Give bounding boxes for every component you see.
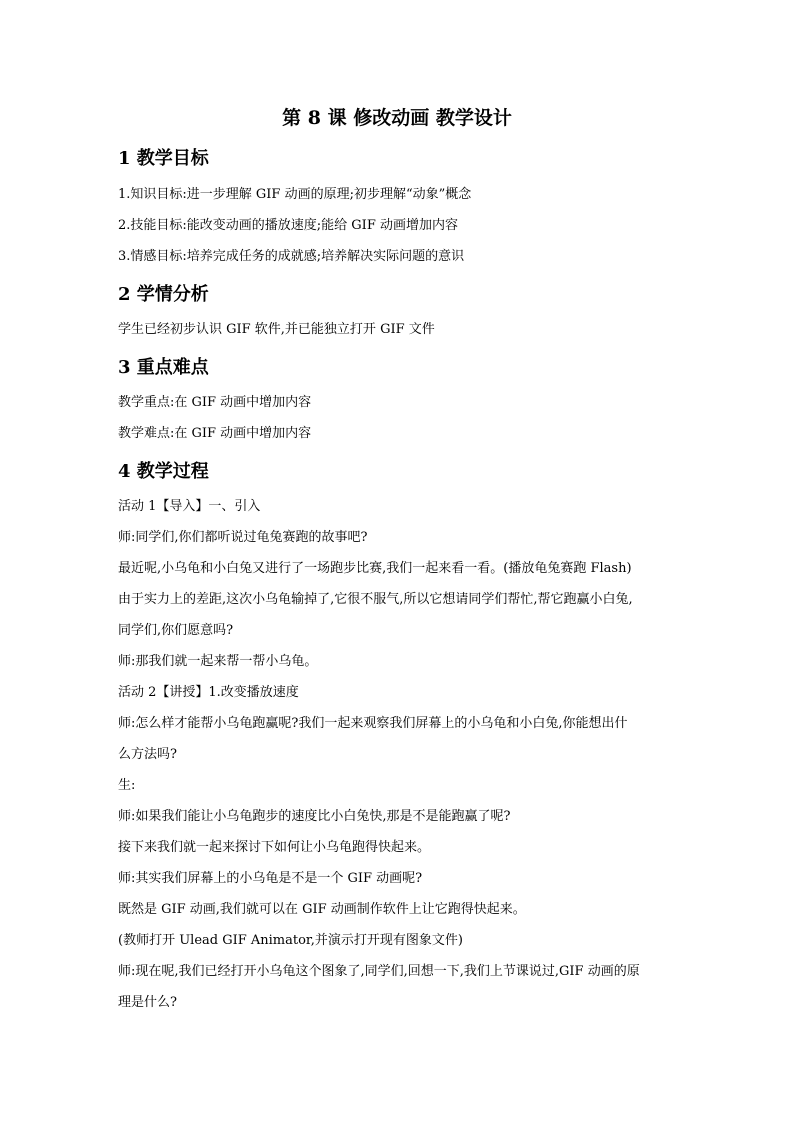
process-line: 么方法吗? <box>118 747 177 762</box>
process-line: 师:如果我们能让小乌龟跑步的速度比小白兔快,那是不是能跑赢了呢? <box>118 809 511 824</box>
section-heading-analysis: 2 学情分析 <box>118 284 209 305</box>
process-line: 同学们,你们愿意吗? <box>118 623 234 638</box>
process-line: 既然是 GIF 动画,我们就可以在 GIF 动画制作软件上让它跑得快起来。 <box>118 902 526 917</box>
process-line: 由于实力上的差距,这次小乌龟输掉了,它很不服气,所以它想请同学们帮忙,帮它跑赢小白兔, <box>118 592 633 607</box>
difficulty-text: 教学难点:在 GIF 动画中增加内容 <box>118 426 312 441</box>
objective-item: 2.技能目标:能改变动画的播放速度;能给 GIF 动画增加内容 <box>118 218 458 233</box>
process-line: 接下来我们就一起来探讨下如何让小乌龟跑得快起来。 <box>118 840 431 855</box>
process-line: 最近呢,小乌龟和小白兔又进行了一场跑步比赛,我们一起来看一看。(播放龟兔赛跑 Flash) <box>118 561 632 576</box>
objective-item: 3.情感目标:培养完成任务的成就感;培养解决实际问题的意识 <box>118 249 465 264</box>
process-line: 师:其实我们屏幕上的小乌龟是不是一个 GIF 动画呢? <box>118 871 423 886</box>
process-line: 师:怎么样才能帮小乌龟跑赢呢?我们一起来观察我们屏幕上的小乌龟和小白兔,你能想出什 <box>118 716 628 731</box>
process-line: 师:同学们,你们都听说过龟兔赛跑的故事吧? <box>118 530 368 545</box>
document-title: 第 8 课 修改动画 教学设计 <box>282 107 512 129</box>
process-line: 师:现在呢,我们已经打开小乌龟这个图象了,同学们,回想一下,我们上节课说过,GIF 动画的原 <box>118 964 640 979</box>
process-line: 理是什么? <box>118 995 177 1010</box>
process-line: (教师打开 Ulead GIF Animator,并演示打开现有图象文件) <box>118 933 463 948</box>
analysis-text: 学生已经初步认识 GIF 软件,并已能独立打开 GIF 文件 <box>118 322 435 337</box>
section-heading-process: 4 教学过程 <box>118 461 209 482</box>
process-line: 生: <box>118 778 136 793</box>
key-point-text: 教学重点:在 GIF 动画中增加内容 <box>118 395 312 410</box>
section-heading-key-points: 3 重点难点 <box>118 357 209 378</box>
process-line: 师:那我们就一起来帮一帮小乌龟。 <box>118 654 318 669</box>
objective-item: 1.知识目标:进一步理解 GIF 动画的原理;初步理解“动象”概念 <box>118 187 472 202</box>
process-line: 活动 2【讲授】1.改变播放速度 <box>118 685 299 700</box>
section-heading-objectives: 1 教学目标 <box>118 148 209 169</box>
process-line: 活动 1【导入】一、引入 <box>118 499 261 514</box>
